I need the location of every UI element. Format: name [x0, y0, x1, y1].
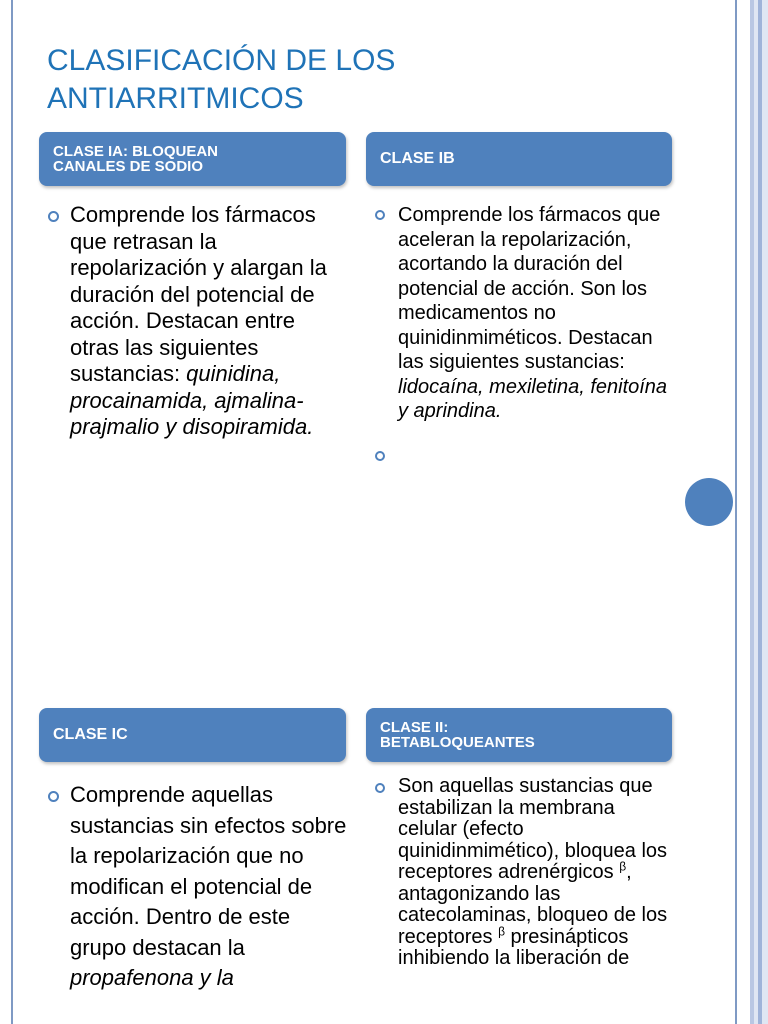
header-clase-ib: [366, 132, 672, 186]
clase-ia-drugs: quinidina, procainamida, ajmalina-prajmalio y disopiramida.: [70, 361, 314, 439]
clase-ia-text: Comprende los fármacos que retrasan la repolarización y alargan la duración del potencial de acción. Destacan entre otras las siguientes sustancias:: [70, 202, 327, 386]
bullet-icon: [48, 211, 59, 222]
list-item: [48, 202, 348, 441]
clase-ic-text: Comprende aquellas sustancias sin efectos sobre la repolarización que no modifican el potencial de acción. Dentro de este grupo destacan la: [70, 782, 347, 960]
header-clase-ii: [366, 708, 672, 762]
header-clase-ii-line2: BETABLOQUEANTES: [380, 734, 535, 751]
header-clase-ia-line2: CANALES DE SODIO: [53, 158, 204, 175]
content-clase-ib: [375, 203, 675, 464]
beta-symbol: β: [619, 859, 627, 874]
content-clase-ic: [48, 780, 348, 994]
header-clase-ia-line1: CLASE IA: BLOQUEAN: [53, 143, 218, 160]
list-item: [375, 776, 675, 970]
bullet-icon: [375, 451, 385, 461]
bullet-icon: [375, 210, 385, 220]
header-clase-ib-label: CLASE IB: [380, 150, 455, 167]
decorative-stripe: [746, 0, 768, 1024]
header-clase-ic: [39, 708, 346, 762]
bullet-icon: [375, 783, 385, 793]
list-item: [48, 780, 348, 994]
header-clase-ii-line1: CLASE II:: [380, 719, 449, 736]
clase-ii-text-a: Son aquellas sustancias que estabilizan la membrana celular (efecto quinidinmimético), bloquea los receptores adrenérgicos: [398, 775, 668, 883]
content-clase-ii: [375, 776, 675, 970]
clase-ib-text: Comprende los fármacos que aceleran la repolarización, acortando la duración del potencial de acción. Son los medicamentos no quinidinmiméticos. Destacan las siguientes sustancias:: [398, 204, 661, 373]
bullet-icon: [48, 791, 59, 802]
header-clase-ia: [39, 132, 346, 186]
decorative-circle: [685, 478, 733, 526]
clase-ii-text-c: presinápticos inhibiendo la liberación de: [398, 925, 630, 969]
list-item-empty: [375, 444, 675, 464]
title-line-1: CLASIFICACIÓN DE LOS: [47, 44, 396, 77]
title-line-2: ANTIARRITMICOS: [47, 82, 304, 115]
content-clase-ia: [48, 202, 348, 441]
header-clase-ic-label: CLASE IC: [53, 726, 128, 743]
slide-title: [47, 42, 507, 118]
list-item: [375, 203, 675, 424]
clase-ib-drugs: lidocaína, mexiletina, fenitoína y aprindina.: [398, 375, 668, 422]
clase-ic-drugs: propafenona y la: [70, 965, 234, 990]
beta-symbol: β: [498, 923, 505, 938]
clase-ii-text-b: , antagonizando las catecolaminas, bloqueo de los receptores: [398, 861, 668, 948]
